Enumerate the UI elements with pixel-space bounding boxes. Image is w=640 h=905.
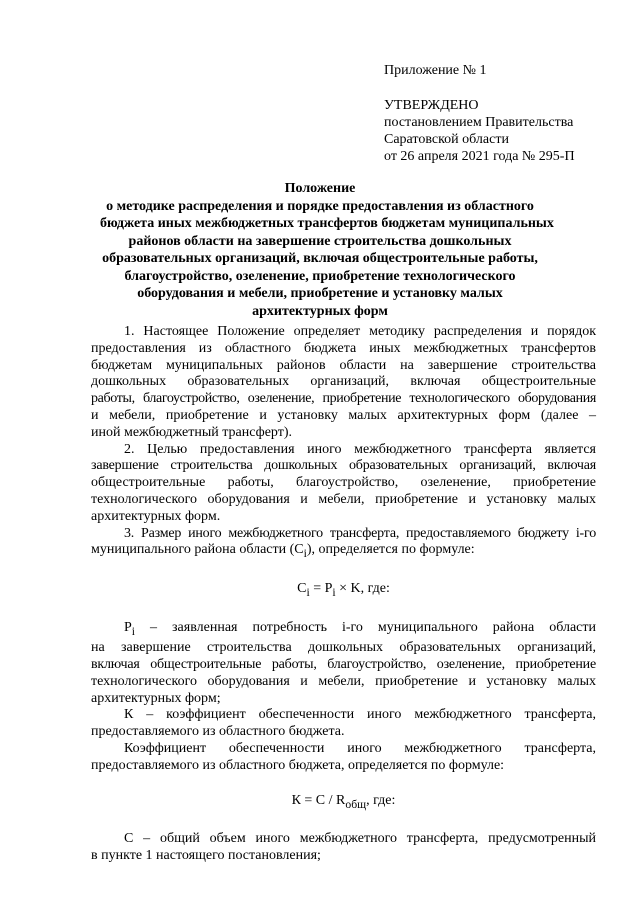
text-line: бюджетам муниципальных районов области на завершение строительства bbox=[91, 357, 596, 373]
text-fragment: – заявленная потребность i-го муниципального района области bbox=[135, 619, 596, 635]
formula-part: = P bbox=[309, 580, 333, 596]
formula-part: C bbox=[297, 580, 307, 596]
text-line: С – общий объем иного межбюджетного трансферта, предусмотренный bbox=[124, 831, 596, 847]
title-line: образовательных организаций, включая общестроительные работы, bbox=[102, 251, 538, 266]
subscript: i bbox=[306, 585, 310, 599]
text-line: предоставляемого из областного бюджета, определяется по формуле: bbox=[91, 757, 505, 773]
subscript: i bbox=[131, 624, 136, 638]
subscript: общ bbox=[345, 797, 367, 811]
text-fragment: ), определяется по формуле: bbox=[306, 542, 475, 558]
formula-k bbox=[91, 793, 596, 814]
text-line: в пункте 1 настоящего постановления; bbox=[91, 847, 321, 863]
formula-part: К = С / R bbox=[291, 792, 346, 808]
definition-pi bbox=[91, 620, 596, 708]
annex-label: Приложение № 1 bbox=[384, 63, 487, 78]
text-line: предоставления из областного бюджета иных межбюджетных трансфертов bbox=[91, 340, 596, 356]
approval-line: от 26 апреля 2021 года № 295-П bbox=[384, 149, 575, 164]
formula-part: , где: bbox=[366, 792, 396, 808]
approval-block bbox=[384, 62, 575, 165]
title-line: бюджета иных межбюджетных трансфертов бюджетам муниципальных bbox=[100, 216, 554, 231]
title-line: благоустройство, озеленение, приобретение технологического bbox=[124, 268, 516, 284]
formula-part: × K, где: bbox=[335, 580, 390, 596]
definition-c bbox=[91, 831, 596, 865]
text-line: включая общестроительные работы, благоустройство, озеленение, приобретение bbox=[91, 656, 596, 672]
text-line: технологического оборудования и мебели, приобретение и установку малых bbox=[91, 673, 596, 689]
title-line: архитектурных форм bbox=[252, 303, 388, 319]
text-line: иной межбюджетный трансферт). bbox=[91, 424, 293, 440]
text-line bbox=[91, 620, 596, 641]
approved-label: УТВЕРЖДЕНО bbox=[384, 98, 479, 113]
text-line: 3. Размер иного межбюджетного трансферта, предоставляемого бюджету i-го bbox=[124, 525, 596, 541]
text-line: 2. Целью предоставления иного межбюджетного трансферта является bbox=[124, 441, 596, 457]
formula-ci bbox=[91, 581, 596, 602]
title-line: оборудования и мебели, приобретение и установку малых bbox=[137, 286, 503, 301]
text-line: К – коэффициент обеспеченности иного межбюджетного трансферта, bbox=[124, 707, 596, 723]
text-line: на завершение строительства дошкольных образовательных организаций, bbox=[91, 640, 596, 656]
definition-k bbox=[91, 707, 596, 741]
document-title bbox=[100, 180, 554, 320]
paragraph-k-formula-intro bbox=[91, 741, 596, 775]
approval-line: Саратовской области bbox=[384, 132, 509, 147]
paragraph-3 bbox=[91, 526, 596, 563]
title-line: о методике распределения и порядке предоставления из областного bbox=[106, 198, 534, 214]
paragraph-2 bbox=[91, 442, 596, 526]
text-line bbox=[91, 542, 596, 563]
text-line: и мебели, приобретение и установку малых архитектурных форм (далее – bbox=[91, 407, 596, 423]
title-line: Положение bbox=[284, 181, 356, 196]
paragraph-1 bbox=[91, 324, 596, 442]
text-line: архитектурных форм; bbox=[91, 690, 221, 706]
subscript: i bbox=[332, 585, 336, 599]
text-line: 1. Настоящее Положение определяет методику распределения и порядок bbox=[124, 324, 596, 339]
approval-line: постановлением Правительства bbox=[384, 115, 574, 130]
text-fragment: муниципального района области (C bbox=[91, 542, 304, 558]
title-line: районов области на завершение строительства дошкольных bbox=[128, 233, 512, 249]
text-line: технологического оборудования и мебели, приобретение и установку малых bbox=[91, 491, 596, 507]
text-line: предоставляемого из областного бюджета. bbox=[91, 724, 345, 740]
document-body bbox=[91, 324, 596, 865]
text-line: Коэффициент обеспеченности иного межбюджетного трансферта, bbox=[124, 740, 596, 756]
text-line: дошкольных образовательных организаций, включая общестроительные bbox=[91, 374, 596, 390]
symbol: P bbox=[124, 619, 132, 635]
text-line: завершение строительства дошкольных образовательных организаций, включая bbox=[91, 458, 596, 474]
subscript: i bbox=[303, 547, 307, 561]
text-line: общестроительные работы, благоустройство, озеленение, приобретение bbox=[91, 475, 596, 491]
text-line: архитектурных форм. bbox=[91, 508, 221, 524]
text-line: работы, благоустройство, озеленение, приобретение технологического оборудования bbox=[91, 391, 596, 407]
